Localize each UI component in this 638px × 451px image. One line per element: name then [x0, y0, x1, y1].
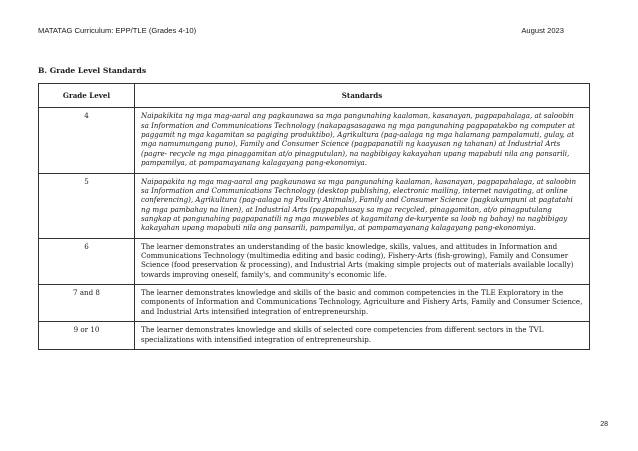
section-title: B. Grade Level Standards [38, 66, 147, 75]
table-row [39, 322, 590, 350]
standard-cell: Naipapakita ng mga mag-aaral ang pagkaunawa sa mga pangunahing kaalaman, kasanayan, pagpapahalaga, at saloobin sa Information and Communications Technology (desktop publishing, electronic mailing, internet navigating, at online conferencing), Agrikultura (pag-aalaga ng Poultry Animals), Family and Consumer Science (pagkukumpuni at pagtatahi ng mga pambahay na linen), at Industrial Arts (pagpapahusay sa mga recycled, pinaggamitan, at/o pinagputulang sangkap at pangunahing pagpapanatili ng mga muwebles at kagamitang de-kuryente sa loob ng bahay) na nagbibigay kakayahan upang mapabuti nila ang pansarili, pampamilya, at pampamayanang kalagayang pang-ekonomiya. [135, 173, 590, 238]
grade-level-standards-table [38, 83, 590, 350]
standard-cell: The learner demonstrates knowledge and skills of selected core competencies from different sectors in the TVL specializations with intensified integration of entrepreneurship. [135, 322, 590, 350]
table-row [39, 108, 590, 173]
table-row [39, 173, 590, 238]
standard-cell: Naipakikita ng mga mag-aaral ang pagkaunawa sa mga pangunahing kaalaman, kasanayan, pagpapahalaga, at saloobin sa Information and Communications Technology (nakapagsasagawa ng mga pangunahing pagpapatakbo ng computer at paggamit ng mga kagamitan sa pagiging produktibo), Agrikultura (pag-aalaga ng mga halamang pampalamuti, gulay, at mga namumungang puno), Family and Consumer Science (pagpapanatili ng kaayusan ng tahanan) at Industrial Arts (pagre- recycle ng mga pinaggamitan at/o pinagputulan), na nagbibigay kakayahan upang mapabuti nila ang pansarili, pampamilya, at pampamayanang kalagayang pang-ekonomiya. [135, 108, 590, 173]
grade-cell: 6 [39, 238, 135, 284]
document-header-title: MATATAG Curriculum: EPP/TLE (Grades 4-10) [38, 26, 197, 35]
grade-cell: 4 [39, 108, 135, 173]
grade-cell: 9 or 10 [39, 322, 135, 350]
column-header-grade-level: Grade Level [39, 84, 135, 108]
page-number: 28 [600, 421, 608, 428]
table-row [39, 238, 590, 284]
document-header-date: August 2023 [521, 26, 564, 35]
table-header-row [39, 84, 590, 108]
grade-cell: 7 and 8 [39, 285, 135, 322]
column-header-standards: Standards [135, 84, 590, 108]
standard-cell: The learner demonstrates knowledge and skills of the basic and common competencies in the TLE Exploratory in the components of Information and Communications Technology, Agriculture and Fishery Arts, Family and Consumer Science, and Industrial Arts intensified integration of entrepreneurship. [135, 285, 590, 322]
standard-cell: The learner demonstrates an understanding of the basic knowledge, skills, values, and attitudes in Information and Communications Technology (multimedia editing and basic coding), Fishery-Arts (fish-growing), Family and Consumer Science (food preservation & processing), and Industrial Arts (making simple projects out of materials available locally) towards improving oneself, family's, and community's economic life. [135, 238, 590, 284]
table-row [39, 285, 590, 322]
grade-cell: 5 [39, 173, 135, 238]
